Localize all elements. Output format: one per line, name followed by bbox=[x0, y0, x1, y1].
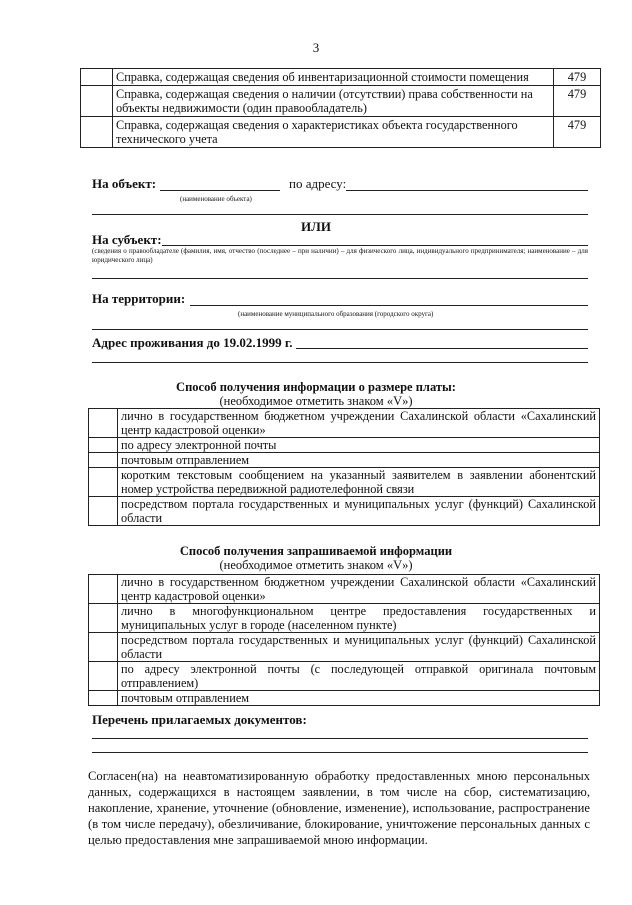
table-row bbox=[89, 438, 600, 453]
address-label: по адресу: bbox=[289, 176, 347, 191]
option-text: посредством портала государственных и муниципальных услуг (функций) Сахалинской области bbox=[118, 633, 600, 662]
documents-line-1[interactable] bbox=[92, 738, 588, 739]
certificate-code: 479 bbox=[554, 69, 601, 86]
subject-field[interactable] bbox=[162, 245, 588, 246]
option-text: лично в многофункциональном центре предоставления государственных и муниципальных услуг в городе (населенном пункте) bbox=[118, 604, 600, 633]
subject-hint: (сведения о правообладателе (фамилия, имя, отчество (последнее – при наличии) – для физического лица, индивидуального предпринимателя; наименование – для юридического лица) bbox=[92, 247, 588, 264]
documents-label: Перечень прилагаемых документов: bbox=[92, 712, 307, 727]
consent-text: Согласен(на) на неавтоматизированную обработку предоставленных мною персональных данных, содержащихся в настоящем заявлении, в том числе на сбор, систематизацию, накопление, хранение, уточнение (обновление, изменение), использование, распространение (в том числе передачу), обезличивание, блокирование, уничтожение персональных данных с целью предоставления мне запрашиваемой мною информации. bbox=[88, 769, 590, 847]
certificate-text: Справка, содержащая сведения о наличии (отсутствии) права собственности на объекты недвижимости (один правообладатель) bbox=[113, 86, 554, 117]
option-text: лично в государственном бюджетном учреждении Сахалинской области «Сахалинский центр кадастровой оценки» bbox=[118, 575, 600, 604]
table-row bbox=[81, 69, 601, 86]
object-extra-line[interactable] bbox=[92, 214, 588, 215]
object-hint: (наименование объекта) bbox=[180, 195, 252, 203]
subject-label: На субъект: bbox=[92, 232, 162, 247]
option-checkbox[interactable] bbox=[89, 691, 118, 706]
option-text: почтовым отправлением bbox=[118, 453, 600, 468]
option-checkbox[interactable] bbox=[89, 497, 118, 526]
info-method-title: Способ получения запрашиваемой информации bbox=[179, 544, 453, 558]
subject-extra-line[interactable] bbox=[92, 278, 588, 279]
table-row bbox=[89, 691, 600, 706]
payment-method-table bbox=[88, 408, 600, 526]
certificate-text: Справка, содержащая сведения о характеристиках объекта государственного технического учета bbox=[113, 117, 554, 148]
option-checkbox[interactable] bbox=[89, 468, 118, 497]
certificate-text: Справка, содержащая сведения об инвентаризационной стоимости помещения bbox=[113, 69, 554, 86]
residence-field[interactable] bbox=[296, 348, 588, 349]
checkbox-cell[interactable] bbox=[81, 117, 113, 148]
checkbox-cell[interactable] bbox=[81, 69, 113, 86]
certificate-table bbox=[80, 68, 601, 148]
table-row bbox=[89, 604, 600, 633]
option-checkbox[interactable] bbox=[89, 662, 118, 691]
table-row bbox=[89, 633, 600, 662]
option-text: посредством портала государственных и муниципальных услуг (функций) Сахалинской области bbox=[118, 497, 600, 526]
option-text: лично в государственном бюджетном учреждении Сахалинской области «Сахалинский центр кадастровой оценки» bbox=[118, 409, 600, 438]
option-text: коротким текстовым сообщением на указанный заявителем в заявлении абонентский номер устройства передвижной радиотелефонной связи bbox=[118, 468, 600, 497]
object-address-field[interactable] bbox=[346, 190, 588, 191]
object-name-field[interactable] bbox=[160, 190, 280, 191]
territory-field[interactable] bbox=[190, 305, 588, 306]
table-row bbox=[89, 575, 600, 604]
documents-line-2[interactable] bbox=[92, 752, 588, 753]
certificate-code: 479 bbox=[554, 117, 601, 148]
territory-label: На территории: bbox=[92, 291, 186, 306]
page-number: 3 bbox=[312, 40, 320, 55]
residence-extra-line[interactable] bbox=[92, 362, 588, 363]
option-text: по адресу электронной почты (с последующей отправкой оригинала почтовым отправлением) bbox=[118, 662, 600, 691]
or-separator: ИЛИ bbox=[301, 219, 331, 234]
info-method-table bbox=[88, 574, 600, 706]
payment-method-note: (необходимое отметить знаком «V») bbox=[219, 394, 413, 408]
option-text: почтовым отправлением bbox=[118, 691, 600, 706]
option-checkbox[interactable] bbox=[89, 575, 118, 604]
option-checkbox[interactable] bbox=[89, 438, 118, 453]
payment-method-title: Способ получения информации о размере платы: bbox=[176, 380, 456, 394]
table-row bbox=[89, 453, 600, 468]
certificate-code: 479 bbox=[554, 86, 601, 117]
territory-hint: (наименование муниципального образования (городского округа) bbox=[238, 310, 434, 318]
table-row bbox=[89, 662, 600, 691]
option-checkbox[interactable] bbox=[89, 633, 118, 662]
info-method-note: (необходимое отметить знаком «V») bbox=[219, 558, 413, 572]
option-text: по адресу электронной почты bbox=[118, 438, 600, 453]
table-row bbox=[81, 117, 601, 148]
object-label: На объект: bbox=[92, 176, 157, 191]
table-row bbox=[81, 86, 601, 117]
option-checkbox[interactable] bbox=[89, 453, 118, 468]
option-checkbox[interactable] bbox=[89, 604, 118, 633]
territory-extra-line[interactable] bbox=[92, 329, 588, 330]
table-row bbox=[89, 468, 600, 497]
table-row bbox=[89, 409, 600, 438]
residence-label: Адрес проживания до 19.02.1999 г. bbox=[92, 335, 293, 350]
option-checkbox[interactable] bbox=[89, 409, 118, 438]
checkbox-cell[interactable] bbox=[81, 86, 113, 117]
table-row bbox=[89, 497, 600, 526]
